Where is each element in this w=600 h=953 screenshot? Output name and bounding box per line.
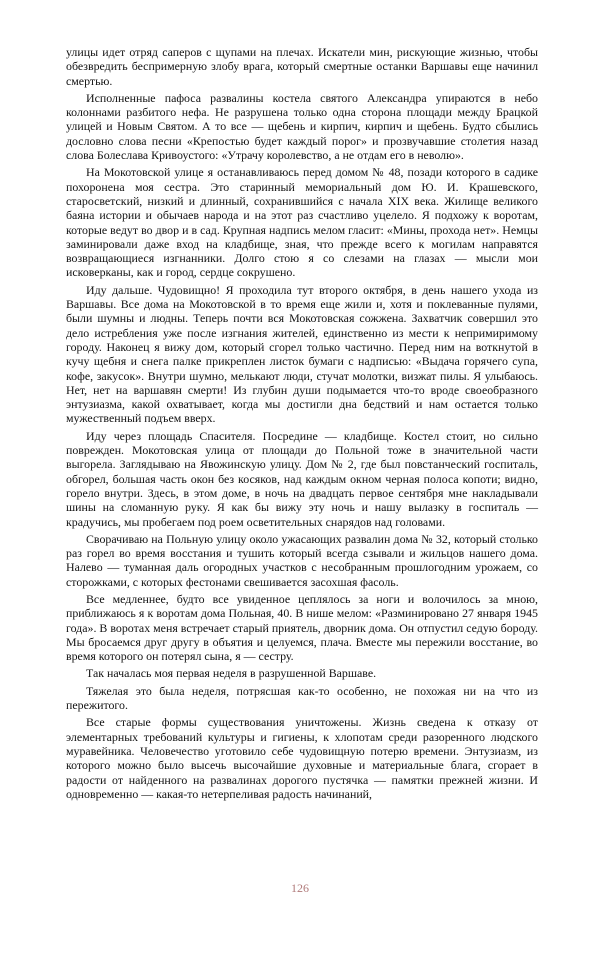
paragraph-7: Все медленнее, будто все увиденное цеплялось за ноги и волочилось за мною, приближаюсь я к воротам дома Польная, 40. В нише мелом: «Разминировано 27 января 1945 года». В воротах меня встречает старый приятель, дворник дома. Он отпустил седую бороду. Мы бросаемся друг другу в объятия и целуемся, плача. Вместе мы пережили восстание, во время которого он потерял сына, я — сестру. bbox=[66, 591, 538, 664]
paragraph-5: Иду через площадь Спасителя. Посредине — кладбище. Костел стоит, но сильно поврежден. Мокотовская улица от площади до Польной тоже в значительной части выгорела. Заглядываю на Явожинскую улицу. Дом № 2, где был повстанческий госпиталь, обгорел, большая часть окон без косяков, над каждым окном черная полоса копоти; видно, горело внутри. Здесь, в этом доме, в ночь на двадцать первое сентября мне накладывали шины на сломанную руку. Я как бы вижу эту ночь и нашу вылазку в госпиталь — крадучись, мы пробегаем под роем осветительных снарядов над головами. bbox=[66, 428, 538, 529]
paragraph-3: На Мокотовской улице я останавливаюсь перед домом № 48, позади которого в садике похоронена моя сестра. Это старинный мемориальный дом Ю. И. Крашевского, старосветский, низкий и длинный, сохранившийся с начала XIX века. Жилище великого баяна истории и обычаев народа и на этот раз счастливо уцелело. Я подхожу к воротам, которые ведут во двор и в сад. Крупная надпись мелом гласит: «Мины, прохода нет». Немцы заминировали даже вход на кладбище, зная, что прежде всего к могилам направятся возвращающиеся изгнанники. Долго стою я со слезами на глазах — мысли мои исковерканы, как и город, сердце сокрушено. bbox=[66, 165, 538, 280]
page-text bbox=[66, 45, 538, 804]
paragraph-4: Иду дальше. Чудовищно! Я проходила тут второго октября, в день нашего ухода из Варшавы. Все дома на Мокотовской в то время еще жили и, хотя и поклеванные пулями, были шумны и людны. Теперь почти вся Мокотовская сожжена. Захватчик совершил это дело истребления уже после изгнания жителей, единственно из мести к непримиримому городу. Наконец я вижу дом, который сгорел только частично. Перед ним на воткнутой в кучу щебня и снега палке прикреплен листок бумаги с надписью: «Выдача горячего супа, кофе, закусок». Внутри шумно, мелькают люди, стучат молотки, визжат пилы. Я улыбаюсь. Нет, нет на варшавян смерти! Из глубин души подымается что-то вроде своеобразного энтузиазма, какой охватывает, когда мы достигли дна бедствий и нам остается только мужественный подъем вверх. bbox=[66, 282, 538, 426]
paragraph-6: Сворачиваю на Польную улицу около ужасающих развалин дома № 32, который столько раз горел во время восстания и тушить который всегда сзывали и жильцов нашего дома. Налево — туманная даль огородных участков с несобранным прошлогодним урожаем, со сторожками, с которых фестонами свешивается засохшая фасоль. bbox=[66, 531, 538, 589]
paragraph-8: Так началась моя первая неделя в разрушенной Варшаве. bbox=[86, 666, 377, 681]
paragraph-9: Тяжелая это была неделя, потрясшая как-то особенно, не похожая ни на что из пережитого. bbox=[66, 683, 538, 713]
page-number: 126 bbox=[291, 881, 309, 895]
paragraph-10: Все старые формы существования уничтожены. Жизнь сведена к отказу от элементарных требований культуры и гигиены, к хлопотам среди разоренного людского муравейника. Человечество уготовило себе чудовищную потерю времени. Энтузиазм, из которого можно было высечь высочайшие духовные и материальные блага, сгорает в радости от найденного на развалинах дорогого пустячка — памятки прежней жизни. И одновременно — какая-то нетерпеливая радость начинаний, bbox=[66, 715, 538, 801]
paragraph-1: улицы идет отряд саперов с щупами на плечах. Искатели мин, рискующие жизнью, чтобы обезвредить беспримерную злобу врага, который смертные останки Варшавы еще начинил смертью. bbox=[66, 45, 538, 88]
paragraph-2: Исполненные пафоса развалины костела святого Александра упираются в небо колоннами разбитого нефа. Не разрушена только одна сторона площади между Брацкой улицей и Новым Святом. А то все — щебень и кирпич, кирпич и щебень. Будто сбылись дословно слова песни «Крепостью будет каждый порог» и прозвучавшие столетия назад слова Болеслава Кривоустого: «Утрачу королевство, а не отдам его в неволю». bbox=[66, 90, 538, 163]
